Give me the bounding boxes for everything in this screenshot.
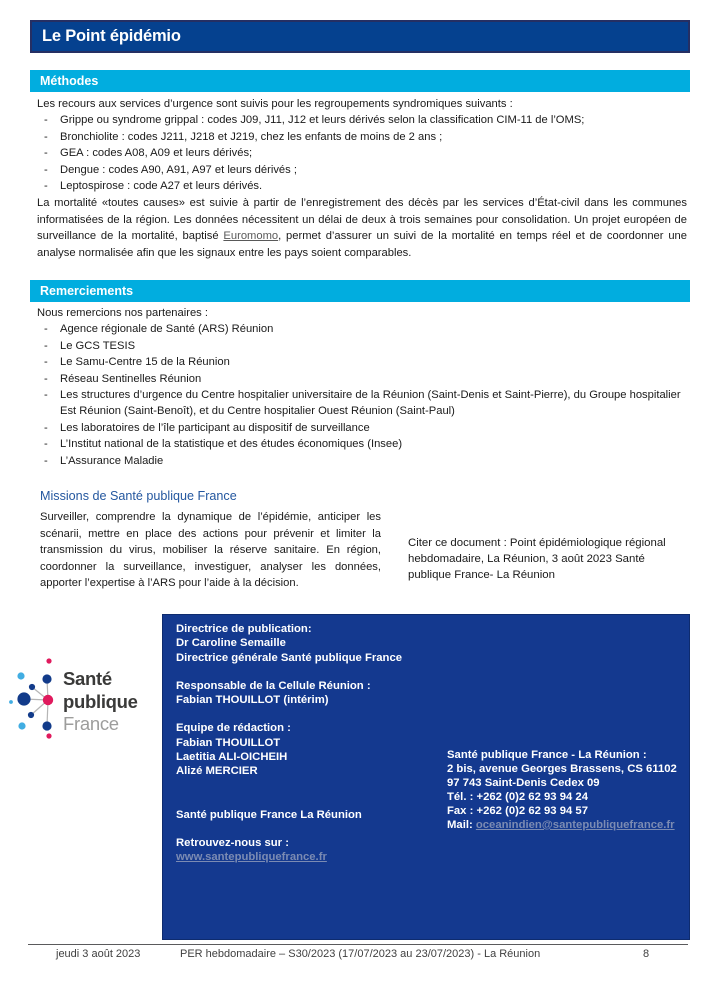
list-item: - Réseau Sentinelles Réunion [37, 371, 687, 387]
mortalite-text-after: , permet d’assurer un suivi de la mortalité en temps réel et de coordonner une analyse normalisée afin que les signaux entre les pays soient comparables. [37, 230, 687, 259]
document-title-bar [30, 20, 690, 53]
spf-logo-text [63, 668, 138, 736]
director-name: Dr Caroline Semaille [176, 637, 286, 650]
mail-row [447, 818, 685, 832]
footer-page-number: 8 [643, 948, 650, 960]
address-line: 97 743 Saint-Denis Cedex 09 [447, 777, 600, 789]
mail-label: Mail: [447, 819, 476, 831]
publication-info-box [162, 614, 690, 940]
missions-paragraph: Surveiller, comprendre la dynamique de l’épidémie, anticiper les scénarii, mettre en place des actions pour prévenir et limiter la transmission du virus, mobiliser la réserve sanitaire. En région, coordonner la surveillance, investiguer, analyser les données, apporter l’expertise à l’ARS pour l’aide à la décision. [40, 511, 381, 589]
team-label: Equipe de rédaction : [176, 722, 291, 735]
org-name: Santé publique France La Réunion [176, 808, 362, 821]
manager-label: Responsable de la Cellule Réunion : [176, 679, 371, 692]
list-item: - Le GCS TESIS [37, 338, 687, 354]
spf-website-link[interactable]: www.santepubliquefrance.fr [176, 851, 327, 864]
publication-info-right [447, 748, 685, 832]
publication-info-left [176, 622, 456, 865]
spf-logo-dots-icon [8, 655, 66, 765]
syndromic-groups-list [37, 112, 687, 194]
document-title: Le Point épidémio [42, 27, 181, 45]
contact-email-link[interactable]: oceanindien@santepubliquefrance.fr [475, 819, 675, 831]
remerciements-intro: Nous remercions nos partenaires : [37, 307, 208, 319]
section-header-remerciements [30, 280, 690, 302]
list-item: - Dengue : codes A90, A91, A97 et leurs dérivés ; [37, 162, 687, 178]
euromomo-link[interactable]: Euromomo [223, 230, 279, 243]
team-member: Fabian THOUILLOT [176, 736, 281, 749]
spf-logo-word-france: France [63, 713, 119, 734]
fax-number: Fax : +262 (0)2 62 93 94 57 [447, 805, 588, 817]
spf-logo [8, 655, 163, 770]
missions-heading: Missions de Santé publique France [40, 489, 237, 503]
remerciements-body [37, 305, 687, 469]
section-header-remerciements-label: Remerciements [40, 284, 134, 298]
address-label: Santé publique France - La Réunion : [447, 749, 647, 761]
team-member: Laetitia ALI-OICHEIH [176, 751, 288, 764]
citation-note: Citer ce document : Point épidémiologique régional hebdomadaire, La Réunion, 3 août 2023 Santé publique France- La Réunion [408, 537, 666, 581]
list-item: - Grippe ou syndrome grippal : codes J09, J11, J12 et leurs dérivés selon la classification CIM-11 de l’OMS; [37, 112, 687, 128]
list-item: - Les structures d’urgence du Centre hospitalier universitaire de la Réunion (Saint-Denis et Saint-Pierre), du Groupe hospitalier Est Réunion (Saint-Benoît), et du Centre hospitalier Ouest Réunion (Saint-Paul) [37, 387, 687, 420]
list-item: - GEA : codes A08, A09 et leurs dérivés; [37, 145, 687, 161]
list-item: - L’Assurance Maladie [37, 453, 687, 469]
address-line: 2 bis, avenue Georges Brassens, CS 61102 [447, 763, 677, 775]
director-label: Directrice de publication: [176, 623, 312, 635]
manager-name: Fabian THOUILLOT (intérim) [176, 694, 329, 707]
find-us-label: Retrouvez-nous sur : [176, 836, 289, 849]
section-header-methodes-label: Méthodes [40, 74, 99, 88]
spf-logo-word-publique: publique [63, 690, 138, 712]
methodes-intro: Les recours aux services d’urgence sont suivis pour les regroupements syndromiques suivants : [37, 98, 513, 110]
list-item: - L’Institut national de la statistique et des études économiques (Insee) [37, 436, 687, 452]
director-title: Directrice générale Santé publique France [176, 651, 403, 664]
mortalite-paragraph [37, 195, 687, 261]
partners-list [37, 321, 687, 469]
methodes-body [37, 96, 687, 194]
team-member: Alizé MERCIER [176, 765, 258, 778]
list-item: - Le Samu-Centre 15 de la Réunion [37, 354, 687, 370]
list-item: - Bronchiolite : codes J211, J218 et J219, chez les enfants de moins de 2 ans ; [37, 129, 687, 145]
phone-number: Tél. : +262 (0)2 62 93 94 24 [447, 791, 588, 803]
section-header-methodes [30, 70, 690, 92]
footer-date: jeudi 3 août 2023 [56, 948, 141, 960]
list-item: - Leptospirose : code A27 et leurs dérivés. [37, 178, 687, 194]
footer-divider [28, 944, 688, 945]
mortalite-text-before: La mortalité «toutes causes» est suivie à partir de l’enregistrement des décès par les services d’État-civil dans les communes informatisées de la région. Les données nécessitent un délai de deux à trois semaines pour consolidation. Un projet européen de surveillance de la mortalité, baptisé [37, 197, 687, 243]
list-item: - Agence régionale de Santé (ARS) Réunion [37, 321, 687, 337]
list-item: - Les laboratoires de l’île participant au dispositif de surveillance [37, 420, 687, 436]
footer-reference: PER hebdomadaire – S30/2023 (17/07/2023 au 23/07/2023) - La Réunion [180, 948, 541, 960]
spf-logo-word-sante: Santé [63, 668, 112, 689]
